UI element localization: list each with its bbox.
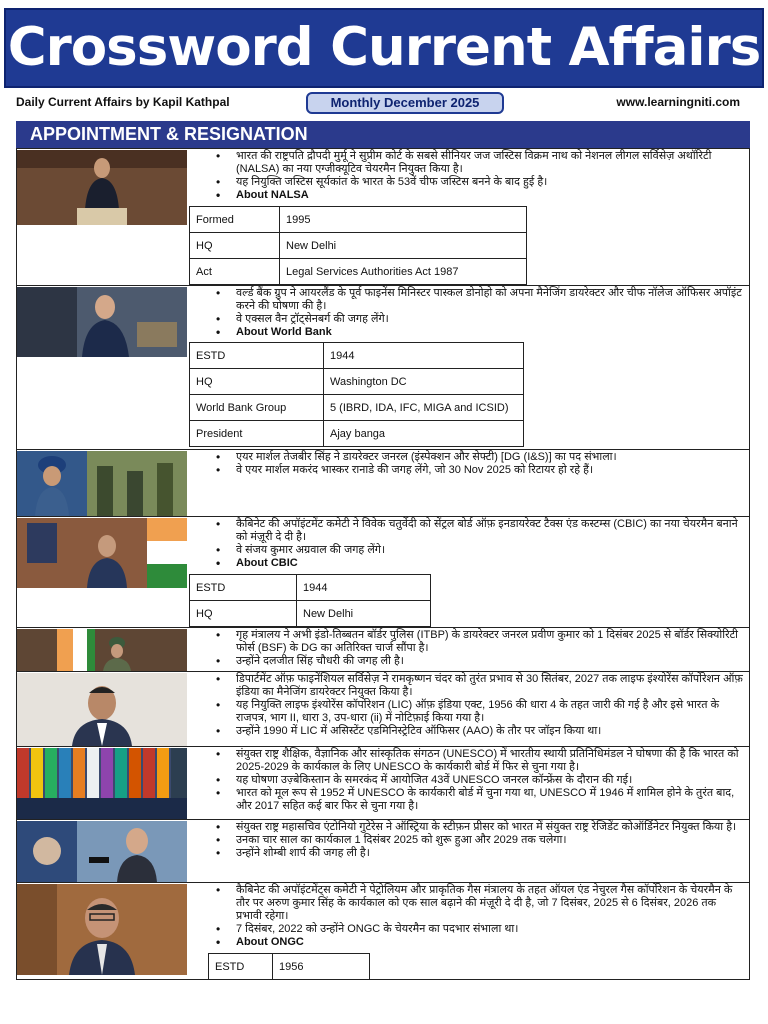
edition-badge: Monthly December 2025: [306, 92, 504, 114]
about-heading: • About NALSA: [203, 189, 743, 202]
title-banner: [4, 8, 764, 88]
subheader-bar: [0, 92, 768, 116]
bullet-item: • वे एयर मार्शल मकरंद भास्कर रानाडे की जगह लेंगे, जो 30 Nov 2025 को रिटायर हो रहे हैं।: [203, 464, 743, 477]
bullet-list: [203, 884, 743, 949]
table-row: [190, 421, 524, 447]
news-row-nalsa: [17, 148, 749, 285]
table-value: New Delhi: [280, 233, 527, 259]
photo-paschal-donohoe: [17, 287, 187, 357]
bullet-item: • यह घोषणा उज़्बेकिस्तान के समरकंद में आयोजित 43वें UNESCO जनरल कॉन्फ्रेंस के दौरान की गई।: [203, 774, 743, 787]
bullet-list: [203, 673, 743, 738]
bullet-item: • संयुक्त राष्ट्र महासचिव एंटोनियो गुटेरेस ने ऑस्ट्रिया के स्टीफ़न प्रीसर को भारत में संयुक्त राष्ट्र रेजिडेंट कोऑर्डिनेटर नियुक्त किया है।: [203, 821, 743, 834]
table-value: New Delhi: [297, 601, 431, 627]
table-row: [190, 343, 524, 369]
about-heading: • About World Bank: [203, 326, 743, 339]
news-grid: [16, 148, 750, 980]
table-row: [190, 601, 431, 627]
bullet-item: • उन्होंने दलजीत सिंह चौधरी की जगह ली है।: [203, 655, 743, 668]
bullet-item: • भारत को मूल रूप से 1952 में UNESCO के कार्यकारी बोर्ड में चुना गया था, UNESCO में 1946 में शामिल होने के तुरंत बाद, और 2017 सहित कई बार फिर से चुना गया है।: [203, 787, 743, 813]
photo-ramakrishnan-chander: [17, 673, 187, 746]
bullet-item: • वे एक्सल वैन ट्रॉट्सेनबर्ग की जगह लेंगे।: [203, 313, 743, 326]
table-key: HQ: [190, 601, 297, 627]
table-value: 1944: [297, 575, 431, 601]
bullet-item: • उन्होंने शोम्बी शार्प की जगह ली है।: [203, 847, 743, 860]
author-line: Daily Current Affairs by Kapil Kathpal: [16, 95, 230, 109]
table-key: ESTD: [209, 954, 273, 980]
photo-praveen-kumar: [17, 629, 187, 671]
bullet-item: • उनका चार साल का कार्यकाल 1 दिसंबर 2025 को शुरू हुआ और 2029 तक चलेगा।: [203, 834, 743, 847]
table-key: World Bank Group: [190, 395, 324, 421]
news-row-air-marshal: [17, 449, 749, 516]
news-row-un-coordinator: [17, 819, 749, 882]
table-row: [190, 259, 527, 285]
news-row-bsf: [17, 627, 749, 671]
bullet-list: [203, 821, 743, 860]
bullet-item: • एयर मार्शल तेजबीर सिंह ने डायरेक्टर जनरल (इंस्पेक्शन और सेफ्टी) [DG (I&S)] का पद संभाला।: [203, 451, 743, 464]
photo-justice-vikram-nath: [17, 150, 187, 225]
bullet-item: • डिपार्टमेंट ऑफ़ फाइनेंशियल सर्विसेज़ ने रामकृष्णन चंदर को तुरंत प्रभाव से 30 सितंबर, 2027 तक लाइफ इंश्योरेंस कॉर्पोरेशन ऑफ़ इंडिया का मैनेजिंग डायरेक्टर नियुक्त किया है।: [203, 673, 743, 699]
bullet-list: [203, 150, 743, 202]
bullet-item: • वर्ल्ड बैंक ग्रुप ने आयरलैंड के पूर्व फाइनेंस मिनिस्टर पास्कल डोनोहो को अपना मैनेजिंग डायरेक्टर और चीफ नॉलेज ऑफिसर अपॉइंट करने की घोषणा की है।: [203, 287, 743, 313]
news-row-cbic: [17, 516, 749, 627]
website-link[interactable]: www.learningniti.com: [616, 95, 740, 109]
table-key: Act: [190, 259, 280, 285]
bullet-list: [203, 518, 743, 570]
table-key: HQ: [190, 369, 324, 395]
table-value: 1956: [273, 954, 370, 980]
bullet-item: • गृह मंत्रालय ने अभी इंडो-तिब्बतन बॉर्डर पुलिस (ITBP) के डायरेक्टर जनरल प्रवीण कुमार को 1 दिसंबर 2025 से बॉर्डर सिक्योरिटी फोर्स (BSF) के DG का अतिरिक्त चार्ज सौंपा है।: [203, 629, 743, 655]
bullet-item: • वे संजय कुमार अग्रवाल की जगह लेंगे।: [203, 544, 743, 557]
bullet-item: • भारत की राष्ट्रपति द्रौपदी मुर्मू ने सुप्रीम कोर्ट के सबसे सीनियर जज जस्टिस विक्रम नाथ को नेशनल लीगल सर्विसेज़ अथॉरिटी (NALSA) का नया एग्जीक्यूटिव चेयरमैन नियुक्त किया है।: [203, 150, 743, 176]
about-heading: • About CBIC: [203, 557, 743, 570]
table-key: ESTD: [190, 343, 324, 369]
bullet-item: • कैबिनेट की अपॉइंटमेंट कमेटी ने विवेक चतुर्वेदी को सेंट्रल बोर्ड ऑफ़ इनडायरेक्ट टैक्स एंड कस्टम्स (CBIC) का नया चेयरमैन बनाने को मंज़ूरी दे दी है।: [203, 518, 743, 544]
bullet-item: • यह नियुक्ति जस्टिस सूर्यकांत के भारत के 53वें चीफ जस्टिस बनने के बाद हुई है।: [203, 176, 743, 189]
table-key: ESTD: [190, 575, 297, 601]
table-value: 1944: [324, 343, 524, 369]
photo-stephan-priesner: [17, 821, 187, 882]
photo-unesco-conference: [17, 748, 187, 819]
info-table-ongc: [208, 953, 370, 980]
news-row-unesco: [17, 746, 749, 819]
about-heading: • About ONGC: [203, 936, 743, 949]
table-row: [190, 575, 431, 601]
table-value: 5 (IBRD, IDA, IFC, MIGA and ICSID): [324, 395, 524, 421]
news-row-world-bank: [17, 285, 749, 449]
table-row: [190, 207, 527, 233]
bullet-item: • 7 दिसंबर, 2022 को उन्होंने ONGC के चेयरमैन का पदभार संभाला था।: [203, 923, 743, 936]
bullet-list: [203, 287, 743, 339]
table-row: [190, 233, 527, 259]
bullet-item: • उन्होंने 1990 में LIC में असिस्टेंट एडमिनिस्ट्रेटिव ऑफिसर (AAO) के तौर पर जॉइन किया था।: [203, 725, 743, 738]
table-key: Formed: [190, 207, 280, 233]
bullet-item: • संयुक्त राष्ट्र शैक्षिक, वैज्ञानिक और सांस्कृतिक संगठन (UNESCO) में भारतीय स्थायी प्रतिनिधिमंडल ने घोषणा की है कि भारत को 2025-2029 के कार्यकाल के लिए UNESCO के कार्यकारी बोर्ड में फिर से चुना गया है।: [203, 748, 743, 774]
table-row: [190, 395, 524, 421]
photo-tejbir-singh: [17, 451, 187, 516]
table-row: [209, 954, 370, 980]
table-value: Washington DC: [324, 369, 524, 395]
news-row-lic: [17, 671, 749, 746]
info-table-world-bank: [189, 342, 524, 447]
photo-vivek-chaturvedi: [17, 518, 187, 588]
news-row-ongc: [17, 882, 749, 980]
bullet-item: • कैबिनेट की अपॉइंटमेंट्स कमेटी ने पेट्रोलियम और प्राकृतिक गैस मंत्रालय के तहत ऑयल एंड नेचुरल गैस कॉर्पोरेशन के चेयरमैन के तौर पर अरुण कुमार सिंह के कार्यकाल को एक साल बढ़ाने की मंज़ूरी दे दी है, जो 7 दिसंबर, 2025 से 6 दिसंबर, 2026 तक प्रभावी रहेगा।: [203, 884, 743, 923]
table-key: President: [190, 421, 324, 447]
section-heading: APPOINTMENT & RESIGNATION: [16, 121, 750, 148]
info-table-cbic: [189, 574, 431, 627]
bullet-list: [203, 748, 743, 813]
bullet-list: [203, 451, 743, 477]
info-table-nalsa: [189, 206, 527, 285]
bullet-item: • यह नियुक्ति लाइफ इंश्योरेंस कॉर्पोरेशन (LIC) ऑफ़ इंडिया एक्ट, 1956 की धारा 4 के तहत जारी की गई है और इसे भारत के राजपत्र, भाग II, धारा 3, उप-धारा (ii) में नोटिफ़ाई किया गया है।: [203, 699, 743, 725]
table-row: [190, 369, 524, 395]
table-key: HQ: [190, 233, 280, 259]
page-title: Crossword Current Affairs: [7, 17, 761, 78]
table-value: Ajay banga: [324, 421, 524, 447]
table-value: Legal Services Authorities Act 1987: [280, 259, 527, 285]
table-value: 1995: [280, 207, 527, 233]
bullet-list: [203, 629, 743, 668]
photo-arun-kumar-singh: [17, 884, 187, 975]
